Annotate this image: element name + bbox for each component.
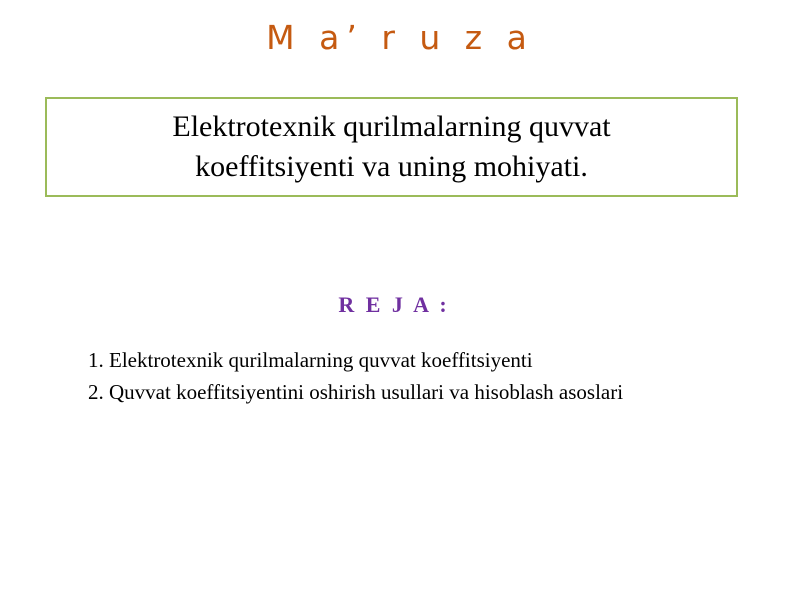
title-box xyxy=(45,97,738,197)
plan-item-2: 2. Quvvat koeffitsiyentini oshirish usullari va hisoblash asoslari xyxy=(88,380,624,404)
plan-list xyxy=(88,344,738,408)
plan-item-1: 1. Elektrotexnik qurilmalarning quvvat koeffitsiyenti xyxy=(88,348,533,372)
title-line-1: Elektrotexnik qurilmalarning quvvat xyxy=(172,110,611,143)
plan-heading: R E J A : xyxy=(338,292,450,317)
slide-header: M a’ r u z a xyxy=(266,18,534,57)
title-line-2: koeffitsiyenti va uning mohiyati. xyxy=(195,150,588,183)
